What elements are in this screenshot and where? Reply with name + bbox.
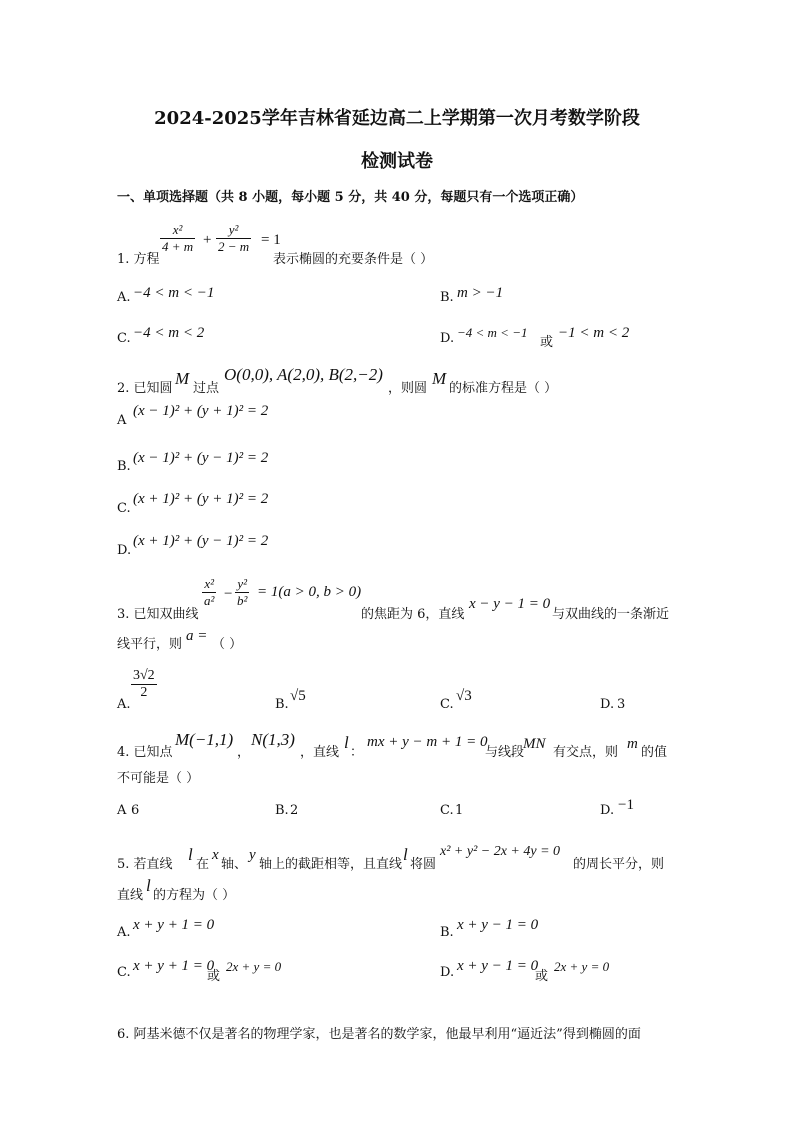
q3-option-d-label: D.	[600, 697, 615, 712]
q4-option-d-label: D.	[600, 803, 615, 818]
q1-option-a-label: A.	[117, 290, 131, 305]
q4-option-b: 2	[290, 803, 299, 818]
page-title: 2024-2025学年吉林省延边高二上学期第一次月考数学阶段	[154, 108, 640, 129]
q5-prefix: 5. 若直线	[117, 857, 173, 872]
q5-option-b-label: B.	[440, 925, 454, 940]
q1-frac1-den: 4 + m	[162, 239, 194, 254]
q4-colon: ：	[350, 745, 364, 760]
q5-option-c-label: C.	[117, 965, 131, 980]
q1-option-c-label: C.	[117, 331, 131, 346]
q5-option-d-label: D.	[440, 965, 455, 980]
q1-option-c: −4 < m < 2	[133, 325, 205, 341]
q2-option-c: (x + 1)² + (y + 1)² = 2	[133, 491, 269, 507]
section-heading: 一、单项选择题（共 8 小题，每小题 5 分，共 40 分，每题只有一个选项正确）	[117, 190, 584, 205]
q3-option-a-label: A.	[117, 697, 131, 712]
q2-circle-m: M	[175, 369, 190, 388]
q3-option-b: √5	[290, 688, 306, 704]
q2-option-b: (x − 1)² + (y − 1)² = 2	[133, 450, 269, 466]
q5-option-d-or: 或	[535, 969, 549, 984]
q5-y: y	[249, 847, 256, 863]
q5-line-l-2: l	[403, 845, 408, 864]
q2-option-a: (x − 1)² + (y + 1)² = 2	[133, 403, 269, 419]
q5-t3: 轴上的截距相等，且直线	[259, 857, 403, 872]
q1-option-d-part1: −4 < m < −1	[457, 325, 528, 340]
q3-option-d: 3	[617, 697, 626, 712]
q3-paren: （ ）	[212, 637, 243, 652]
q4-m: m	[627, 736, 638, 752]
q2-mid: 过点	[193, 381, 220, 396]
q5-option-c-or: 或	[207, 969, 221, 984]
q4-suffix3: 的值	[641, 745, 668, 760]
q3-eq: = 1(a > 0, b > 0)	[257, 584, 362, 600]
q3-option-a-den: 2	[140, 685, 148, 700]
q4-option-c-label: C.	[440, 803, 454, 818]
q1-suffix: 表示椭圆的充要条件是（ ）	[273, 252, 434, 267]
q5-line2-b: 的方程为（ ）	[153, 888, 236, 903]
q4-segment-mn: MN	[523, 736, 546, 752]
page-subtitle: 检测试卷	[361, 151, 433, 172]
q3-option-b-label: B.	[275, 697, 289, 712]
q5-line-l: l	[188, 845, 193, 864]
q4-mid: ，直线	[300, 745, 340, 760]
q3-option-a-num: 3√2	[133, 668, 155, 683]
q1-eq: = 1	[261, 232, 281, 248]
q3-fraction-1	[202, 576, 216, 609]
q5-option-a: x + y + 1 = 0	[133, 917, 215, 933]
q3-option-c-label: C.	[440, 697, 454, 712]
q1-plus: +	[203, 232, 212, 248]
q5-option-c-part1: x + y + 1 = 0	[133, 958, 215, 974]
q4-point-m: M(−1,1)	[175, 730, 234, 749]
q1-frac2-num: y²	[228, 222, 239, 237]
q5-x: x	[212, 847, 219, 863]
q4-point-n: N(1,3)	[251, 730, 295, 749]
q5-circle-eq: x² + y² − 2x + 4y = 0	[440, 844, 561, 859]
q3-option-a	[131, 668, 157, 701]
q3-suffix: 与双曲线的一条渐近	[552, 607, 670, 622]
q2-points: O(0,0), A(2,0), B(2,−2)	[224, 365, 383, 384]
q4-option-a-label: A	[117, 803, 127, 818]
q3-mid: 的焦距为 6，直线	[361, 607, 465, 622]
q4-option-c: 1	[455, 803, 464, 818]
q1-option-d-label: D.	[440, 331, 455, 346]
q4-prefix: 4. 已知点	[117, 745, 173, 760]
q5-line-l-3: l	[146, 876, 151, 895]
q2-option-a-label: A	[117, 413, 127, 428]
q5-option-c-part2: 2x + y = 0	[226, 959, 282, 974]
q2-option-b-label: B.	[117, 459, 131, 474]
q4-option-d: −1	[618, 797, 634, 813]
q3-minus: −	[224, 586, 233, 602]
q1-frac1-num: x²	[172, 222, 183, 237]
q3-option-c: √3	[456, 688, 472, 704]
q1-option-b-label: B.	[440, 290, 454, 305]
q2-option-c-label: C.	[117, 501, 131, 516]
q1-fraction-2	[216, 222, 251, 255]
q1-option-d-or: 或	[540, 335, 554, 350]
q2-circle-m-2: M	[432, 369, 447, 388]
q1-fraction-1	[160, 222, 195, 255]
q1-option-a: −4 < m < −1	[133, 285, 215, 301]
q4-line2: 不可能是（ ）	[117, 771, 200, 786]
question-6: 6. 阿基米德不仅是著名的物理学家，也是著名的数学家，他最早利用“逼近法”得到椭圆的面	[117, 1027, 641, 1042]
q5-t4: 将圆	[410, 857, 437, 872]
q2-option-d-label: D.	[117, 543, 132, 558]
q5-line2-a: 直线	[117, 888, 144, 903]
q2-mid2: ，则圆	[388, 381, 428, 396]
q4-option-a: 6	[131, 803, 140, 818]
q1-option-d-part2: −1 < m < 2	[558, 325, 630, 341]
q2-prefix: 2. 已知圆	[117, 381, 173, 396]
q1-frac2-den: 2 − m	[218, 239, 250, 254]
q5-option-b: x + y − 1 = 0	[457, 917, 539, 933]
q2-suffix: 的标准方程是（ ）	[449, 381, 558, 396]
q3-frac1-den: a²	[204, 593, 215, 608]
q5-option-d-part2: 2x + y = 0	[554, 959, 610, 974]
q4-option-b-label: B.	[275, 803, 289, 818]
q5-option-d-part1: x + y − 1 = 0	[457, 958, 539, 974]
q3-fraction-2	[235, 576, 249, 609]
q4-suffix: 与线段	[485, 745, 525, 760]
q3-line: x − y − 1 = 0	[469, 596, 551, 612]
q3-line2: 线平行，则	[117, 637, 183, 652]
q3-a-eq: a =	[186, 628, 208, 644]
q5-t2: 轴、	[221, 857, 248, 872]
q4-eq: mx + y − m + 1 = 0	[367, 734, 488, 750]
q4-line-l: l	[344, 733, 349, 752]
q4-suffix2: 有交点，则	[553, 745, 619, 760]
q1-prefix: 1. 方程	[117, 252, 160, 267]
q5-suffix: 的周长平分，则	[573, 857, 665, 872]
q3-frac2-den: b²	[237, 593, 248, 608]
q4-comma: ，	[237, 745, 251, 760]
q5-t1: 在	[196, 857, 210, 872]
q3-prefix: 3. 已知双曲线	[117, 607, 199, 622]
q3-frac1-num: x²	[204, 576, 215, 591]
q2-option-d: (x + 1)² + (y − 1)² = 2	[133, 533, 269, 549]
q5-option-a-label: A.	[117, 925, 131, 940]
q3-frac2-num: y²	[237, 576, 248, 591]
q1-option-b: m > −1	[457, 285, 504, 301]
